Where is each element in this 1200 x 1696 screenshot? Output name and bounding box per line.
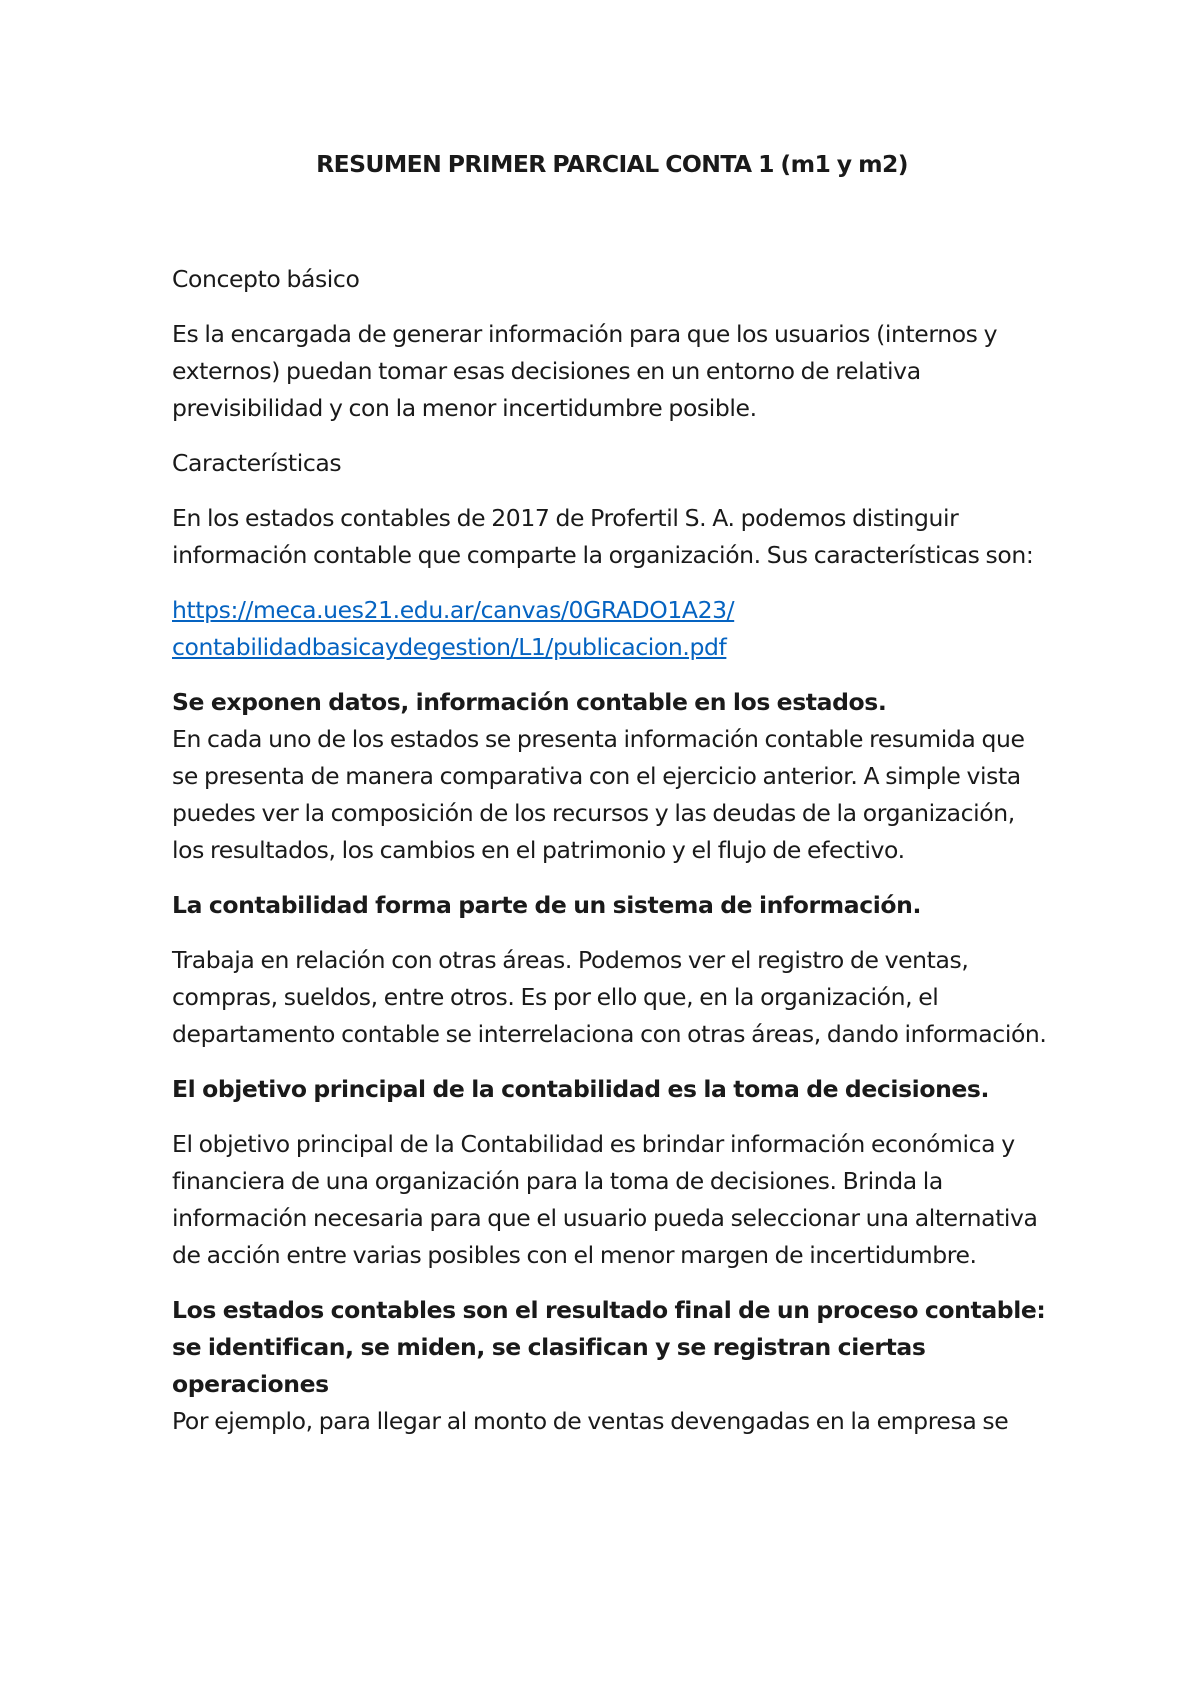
section-heading-caracteristicas: Características xyxy=(172,449,342,477)
reference-link-block xyxy=(172,592,1052,666)
section-body-objetivo-principal: El objetivo principal de la Contabilidad es brindar información económica y financiera de una organización para la toma de decisiones. Brinda la información necesaria para que el usuario pueda seleccionar una alternativa de acción entre varias posibles con el menor margen de incertidumbre. xyxy=(172,1130,1038,1269)
section-heading-objetivo-principal: El objetivo principal de la contabilidad es la toma de decisiones. xyxy=(172,1075,990,1103)
reference-link-line-2[interactable]: contabilidadbasicaydegestion/L1/publicacion.pdf xyxy=(172,633,727,661)
section-body-estados-contables: Por ejemplo, para llegar al monto de ventas devengadas en la empresa se xyxy=(172,1407,1009,1435)
section-body-datos-expuestos: En cada uno de los estados se presenta información contable resumida que se presenta de manera comparativa con el ejercicio anterior. A simple vista puedes ver la composición de los recursos y las deudas de la organización, los resultados, los cambios en el patrimonio y el flujo de efectivo. xyxy=(172,725,1025,864)
section-heading-estados-contables: Los estados contables son el resultado final de un proceso contable: se identifican, se miden, se clasifican y se registran ciertas operaciones xyxy=(172,1296,1046,1398)
section-heading-concepto-basico: Concepto básico xyxy=(172,265,360,293)
section-heading-sistema-informacion: La contabilidad forma parte de un sistema de información. xyxy=(172,891,922,919)
document-title: RESUMEN PRIMER PARCIAL CONTA 1 (m1 y m2) xyxy=(316,150,908,178)
section-heading-datos-expuestos: Se exponen datos, información contable en los estados. xyxy=(172,688,887,716)
section-body-caracteristicas: En los estados contables de 2017 de Profertil S. A. podemos distinguir información contable que comparte la organización. Sus características son: xyxy=(172,504,1034,569)
reference-link-line-1[interactable]: https://meca.ues21.edu.ar/canvas/0GRADO1A23/ xyxy=(172,596,735,624)
section-body-concepto-basico: Es la encargada de generar información para que los usuarios (internos y externos) puedan tomar esas decisiones en un entorno de relativa previsibilidad y con la menor incertidumbre posible. xyxy=(172,320,998,422)
document-content xyxy=(172,146,1052,1440)
section-body-sistema-informacion: Trabaja en relación con otras áreas. Podemos ver el registro de ventas, compras, sueldos, entre otros. Es por ello que, en la organización, el departamento contable se interrelaciona con otras áreas, dando información. xyxy=(172,946,1047,1048)
